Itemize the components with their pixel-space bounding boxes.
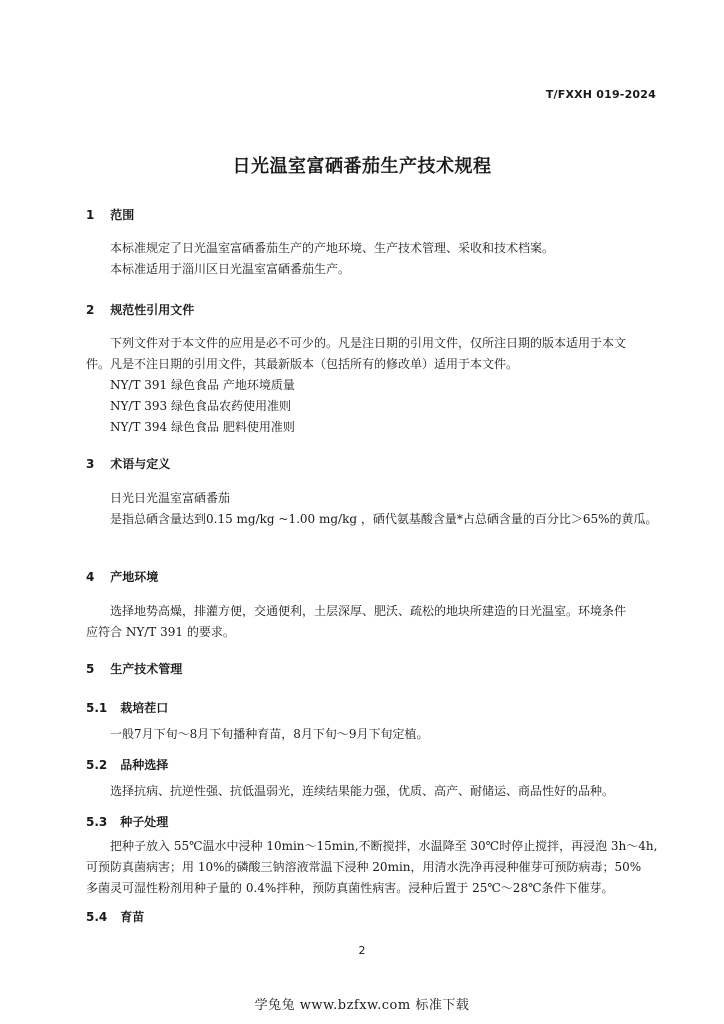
paragraph-line: 选择地势高燥，排灌方便，交通便利，土层深厚、肥沃、疏松的地块所建造的日光温室。环境条件	[110, 604, 627, 618]
section-number: 2	[86, 303, 95, 317]
section-number: 5.1	[86, 701, 108, 715]
paragraph-line: 可预防真菌病害；用 10%的磷酸三钠溶液常温下浸种 20min，用清水洗净再浸种催芽可预防病毒；50%	[86, 860, 642, 874]
section-heading-2	[86, 301, 194, 318]
paragraph-line: 选择抗病、抗逆性强、抗低温弱光，连续结果能力强，优质、高产、耐储运、商品性好的品种。	[110, 784, 615, 798]
section-heading-5	[86, 660, 182, 677]
section-heading-1	[86, 206, 134, 223]
section-number: 5.3	[86, 815, 108, 829]
section-number: 5.4	[86, 910, 108, 924]
reference-item: NY/T 393 绿色食品农药使用准则	[110, 399, 292, 413]
section-number: 1	[86, 208, 95, 222]
section-title: 范围	[110, 208, 135, 222]
section-title: 规范性引用文件	[110, 303, 195, 317]
term-name: 日光日光温室富硒番茄	[110, 491, 231, 505]
paragraph-line: 本标准规定了日光温室富硒番茄生产的产地环境、生产技术管理、采收和技术档案。	[110, 241, 555, 255]
section-title: 栽培茬口	[120, 701, 169, 715]
page-number: 2	[358, 944, 366, 957]
reference-item: NY/T 391 绿色食品 产地环境质量	[110, 378, 295, 392]
section-title: 育苗	[120, 910, 145, 924]
paragraph-line: 下列文件对于本文件的应用是必不可少的。凡是注日期的引用文件，仅所注日期的版本适用于本文	[110, 336, 627, 350]
document-number: T/FXXH 019-2024	[545, 88, 656, 101]
term-definition: 是指总硒含量达到0.15 mg/kg ~1.00 mg/kg ，硒代氨基酸含量*占总硒含量的百分比＞65%的黄瓜。	[110, 512, 658, 526]
footer-watermark: 学兔兔 www.bzfxw.com 标准下载	[254, 998, 470, 1013]
section-title: 术语与定义	[110, 457, 171, 471]
paragraph-line: 件。凡是不注日期的引用文件，其最新版本（包括所有的修改单）适用于本文件。	[86, 357, 519, 371]
section-number: 4	[86, 570, 95, 584]
section-title: 产地环境	[110, 570, 159, 584]
subsection-heading-5-3	[86, 813, 168, 830]
subsection-heading-5-2	[86, 756, 168, 773]
reference-item: NY/T 394 绿色食品 肥料使用准则	[110, 420, 295, 434]
paragraph-line: 把种子放入 55℃温水中浸种 10min～15min,不断搅拌，水温降至 30℃时停止搅拌，再浸泡 3h～4h,	[110, 839, 658, 853]
section-number: 5	[86, 662, 95, 676]
section-number: 5.2	[86, 758, 108, 772]
section-heading-3	[86, 455, 170, 472]
subsection-heading-5-1	[86, 699, 168, 716]
section-title: 生产技术管理	[110, 662, 183, 676]
section-title: 品种选择	[120, 758, 169, 772]
paragraph-line: 一般7月下旬～8月下旬播种育苗，8月下旬～9月下旬定植。	[110, 727, 429, 741]
section-heading-4	[86, 568, 158, 585]
section-title: 种子处理	[120, 815, 169, 829]
paragraph-line: 本标准适用于淄川区日光温室富硒番茄生产。	[110, 262, 351, 276]
section-number: 3	[86, 457, 95, 471]
subsection-heading-5-4	[86, 908, 144, 925]
page-title: 日光温室富硒番茄生产技术规程	[232, 156, 492, 177]
paragraph-line: 多菌灵可湿性粉剂用种子量的 0.4%拌种，预防真菌性病害。浸种后置于 25℃～28℃条件下催芽。	[86, 881, 614, 895]
paragraph-line: 应符合 NY/T 391 的要求。	[86, 625, 235, 639]
